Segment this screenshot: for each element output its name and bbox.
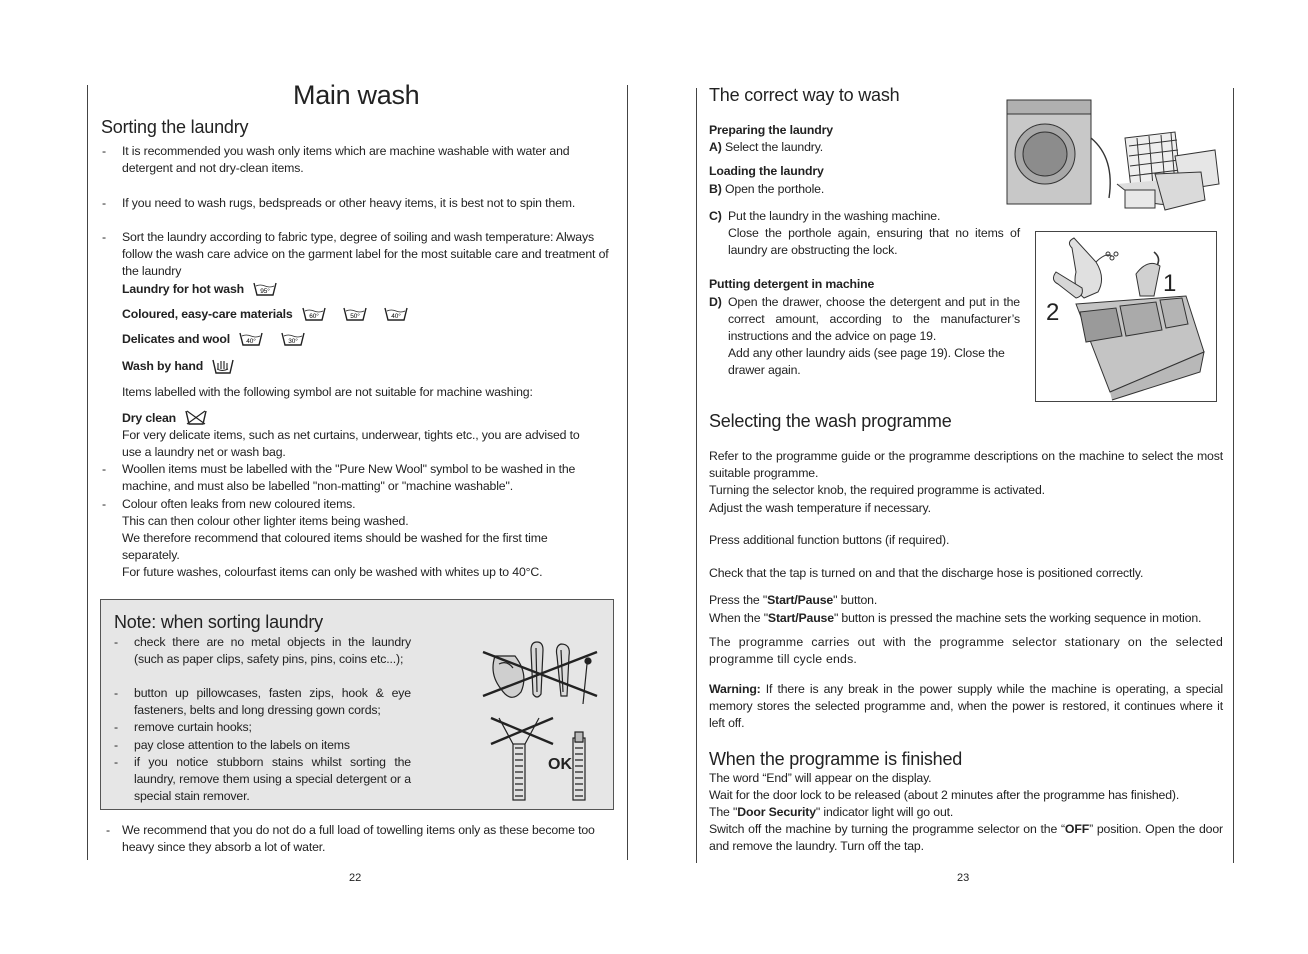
- bullet: -: [102, 144, 107, 158]
- wash-tub-30-icon: [281, 332, 305, 346]
- note-item-2: button up pillowcases, fasten zips, hook & eye fasteners, belts and long dressing gown cords;: [134, 686, 411, 717]
- bullet: -: [114, 720, 119, 734]
- temp-label: 40°: [246, 338, 256, 345]
- hot-wash-label: Laundry for hot wash: [122, 282, 245, 296]
- finished-4a: Switch off the machine by turning the programme selector on the “: [709, 822, 1065, 836]
- wash-tub-95-icon: [253, 282, 277, 296]
- not-suitable-text: Items labelled with the following symbol are not suitable for machine washing:: [122, 385, 533, 399]
- finished-3b: " indicator light will go out.: [815, 805, 954, 819]
- step-c-text1: Put the laundry in the washing machine.: [728, 209, 941, 223]
- hand-wash-row: [122, 356, 422, 375]
- sorting-heading: Sorting the laundry: [101, 117, 249, 137]
- sorting-item-3: Sort the laundry according to fabric type, degree of soiling and wash temperature: Always follow the wash care advice on the garment label for the most suitable care and treatment of the laundry: [122, 230, 609, 278]
- tap-text: Check that the tap is turned on and that the discharge hose is positioned correctly.: [709, 566, 1144, 580]
- colour-line-2: This can then colour other lighter items being washed.: [122, 514, 409, 528]
- page-number-right: 23: [957, 872, 970, 884]
- left-margin-rule: [87, 85, 88, 860]
- bullet: -: [102, 462, 107, 476]
- bullet: -: [102, 196, 107, 210]
- when-pressed-a: When the ": [709, 611, 768, 625]
- step-b-label: B): [709, 182, 722, 196]
- bullet: -: [102, 230, 107, 244]
- delicates-row: [122, 331, 522, 348]
- center-left-rule: [627, 85, 628, 860]
- note-box: [100, 599, 614, 810]
- press-start-text: [709, 592, 1223, 609]
- coloured-row: [122, 306, 522, 323]
- colour-line-1: Colour often leaks from new coloured items.: [122, 497, 356, 511]
- temp-label: 30°: [287, 338, 298, 345]
- wash-tub-60-icon: [302, 307, 326, 321]
- step-a: [709, 139, 823, 156]
- temp-label: 60°: [309, 313, 319, 320]
- bullet: -: [114, 738, 119, 752]
- do-not-wash-icon: [185, 409, 207, 425]
- finished-text-1: The word “End” will appear on the display.: [709, 771, 932, 785]
- finished-text-2: Wait for the door lock to be released (about 2 minutes after the programme has finished).: [709, 788, 1180, 802]
- figure-label-1: 1: [1163, 270, 1177, 297]
- warning-label: Warning:: [709, 682, 761, 696]
- correct-way-heading: The correct way to wash: [709, 85, 900, 105]
- step-c-label: C): [709, 209, 722, 223]
- select-text-2: Turning the selector knob, the required programme is activated.: [709, 483, 1045, 497]
- step-b-text: Open the porthole.: [724, 182, 825, 196]
- warning-body: If there is any break in the power supply while the machine is operating, a special memory stores the selected programme and, when the power is restored, it continues where it left off.: [709, 682, 1223, 730]
- finished-3a: The ": [709, 805, 738, 819]
- start-pause-bold: Start/Pause: [767, 593, 834, 607]
- when-pressed-text: [709, 610, 1229, 627]
- preparing-heading: Preparing the laundry: [709, 123, 833, 137]
- ok-label: OK: [548, 756, 572, 773]
- hot-wash-row: [122, 281, 422, 298]
- temp-label: 40°: [391, 313, 402, 320]
- finished-heading: When the programme is finished: [709, 749, 963, 769]
- dry-clean-row: [122, 409, 422, 427]
- step-d-text1: Open the drawer, choose the detergent and put in the correct amount, according to the manufacturer’s instructions and the advice on page 19.: [728, 295, 1020, 343]
- page-title: Main wash: [293, 80, 420, 110]
- wash-tub-40-icon: [384, 307, 408, 321]
- note-item-5: if you notice stubborn stains whilst sorting the laundry, remove them using a special detergent or a special stain remover.: [134, 755, 411, 803]
- loading-heading: Loading the laundry: [709, 164, 824, 178]
- detergent-drawer-figure: [1035, 231, 1217, 402]
- note-item-4: pay close attention to the labels on items: [134, 738, 350, 752]
- off-bold: OFF: [1064, 822, 1090, 836]
- finished-text-4: [709, 821, 1223, 855]
- right-margin-rule: [1233, 88, 1234, 863]
- sorting-item-1: It is recommended you wash only items which are machine washable with water and detergent and not dry-clean items.: [122, 144, 570, 175]
- bullet: -: [102, 497, 107, 511]
- colour-line-3: We therefore recommend that coloured items should be washed for the first time separately.: [122, 531, 548, 562]
- center-right-rule: [696, 88, 697, 863]
- detergent-drawer-illustration: [1036, 232, 1216, 401]
- when-pressed-b: " button is pressed the machine sets the working sequence in motion.: [833, 611, 1202, 625]
- step-c-text2: Close the porthole again, ensuring that no items of laundry are obstructing the lock.: [728, 226, 1020, 257]
- hand-wash-label: Wash by hand: [122, 359, 204, 373]
- step-d-text2: Add any other laundry aids (see page 19). Close the drawer again.: [728, 346, 1005, 377]
- press-start-a: Press the ": [709, 593, 768, 607]
- start-pause-bold-2: Start/Pause: [767, 611, 834, 625]
- finished-4b: ” position. Open the door and remove the laundry. Turn off the tap.: [709, 822, 1223, 853]
- bullet: -: [106, 823, 111, 837]
- hand-wash-icon: [212, 356, 234, 374]
- step-b: [709, 181, 824, 198]
- bullet: -: [114, 686, 119, 700]
- press-functions-text: Press additional function buttons (if required).: [709, 533, 950, 547]
- select-text-1: Refer to the programme guide or the programme descriptions on the machine to select the most suitable programme.: [709, 449, 1223, 480]
- press-start-b: " button.: [833, 593, 878, 607]
- figure-label-2: 2: [1046, 299, 1060, 326]
- bullet: -: [114, 755, 119, 769]
- warning-text: [709, 681, 1223, 732]
- towelling-text: We recommend that you do not do a full load of towelling items only as these become too heavy since they absorb a lot of water.: [122, 823, 595, 854]
- coloured-label: Coloured, easy-care materials: [122, 307, 293, 321]
- note-item-3: remove curtain hooks;: [134, 720, 252, 734]
- step-a-label: A): [709, 140, 722, 154]
- selecting-heading: Selecting the wash programme: [709, 411, 952, 431]
- colour-line-4: For future washes, colourfast items can only be washed with whites up to 40°C.: [122, 565, 543, 579]
- page-number-left: 22: [349, 872, 362, 884]
- dry-clean-label: Dry clean: [122, 411, 177, 425]
- step-d-label: D): [709, 295, 722, 309]
- finished-text-3: [709, 804, 1223, 821]
- wool-text: Woollen items must be labelled with the "Pure New Wool" symbol to be washed in the machine, and must also be labelled "non-matting" or "machine washable".: [122, 462, 576, 493]
- dry-clean-text: For very delicate items, such as net curtains, underwear, tights etc., you are advised to use a laundry net or wash bag.: [122, 428, 580, 459]
- sorting-item-2: If you need to wash rugs, bedspreads or other heavy items, it is best not to spin them.: [122, 196, 576, 210]
- carries-out-text: The programme carries out with the programme selector stationary on the selected programme till cycle ends.: [709, 635, 1223, 666]
- temp-label: 95°: [260, 288, 271, 295]
- metal-objects-illustration: [481, 634, 611, 804]
- note-item-1: check there are no metal objects in the laundry (such as paper clips, safety pins, pins, coins etc...);: [134, 635, 411, 666]
- washing-machine-illustration: [1005, 98, 1225, 218]
- note-heading: Note: when sorting laundry: [114, 612, 323, 632]
- wash-tub-50-icon: [343, 307, 367, 321]
- wash-tub-40-gentle-icon: [239, 332, 263, 346]
- select-text-3: Adjust the wash temperature if necessary.: [709, 501, 931, 515]
- step-a-text: Select the laundry.: [724, 140, 824, 154]
- detergent-heading: Putting detergent in machine: [709, 277, 875, 291]
- temp-label: 50°: [350, 313, 360, 320]
- door-security-bold: Door Security: [737, 805, 816, 819]
- delicates-label: Delicates and wool: [122, 332, 231, 346]
- bullet: -: [114, 635, 119, 649]
